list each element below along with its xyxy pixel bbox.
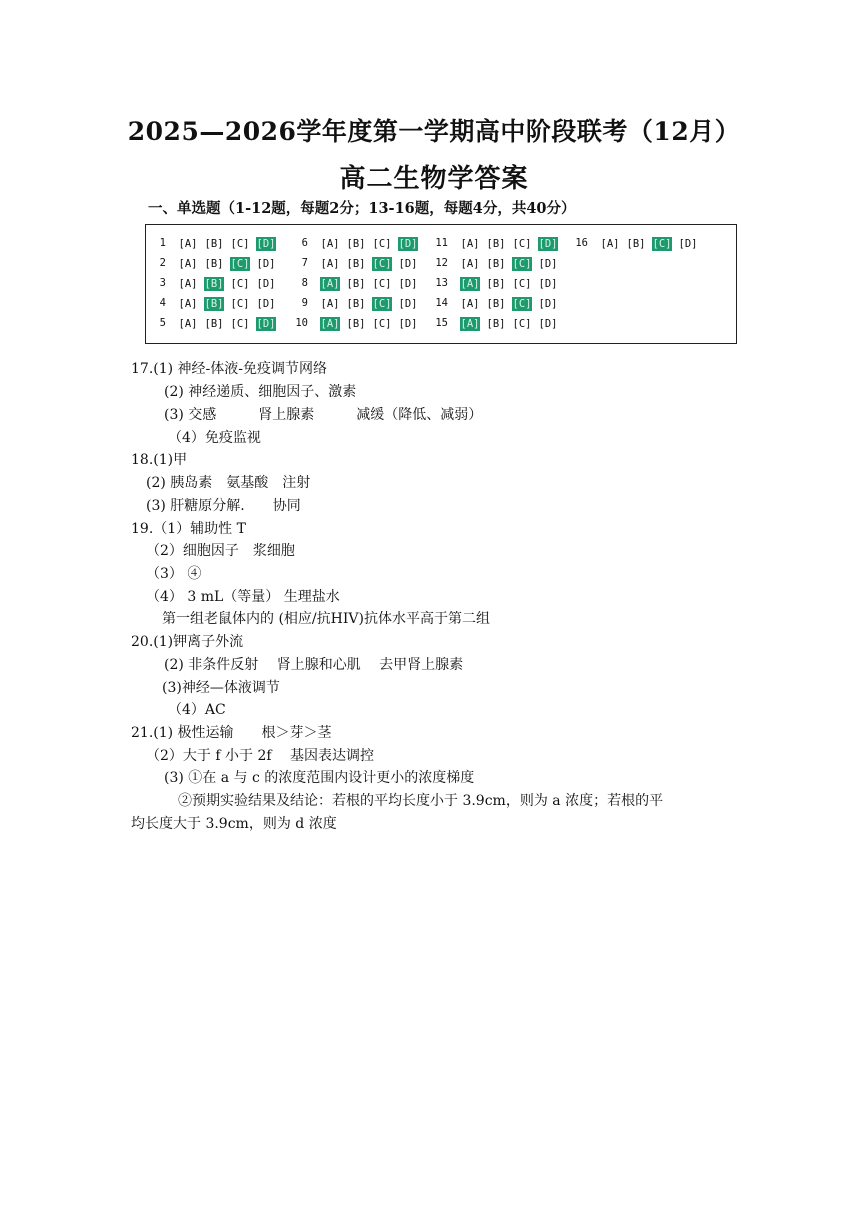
- answer-line: (2) 神经递质、细胞因子、激素: [164, 384, 357, 400]
- question-number: 10: [295, 317, 308, 329]
- answer-line: 20.(1)钾离子外流: [131, 634, 244, 650]
- question-number: 3: [159, 277, 166, 289]
- option-a: [A]: [178, 298, 198, 310]
- answer-title: 高二生物学答案: [339, 164, 529, 194]
- option-a: [A]: [178, 238, 198, 250]
- option-a-selected: [A]: [320, 278, 340, 290]
- option-d: [D]: [398, 318, 418, 330]
- answer-line: 均长度大于 3.9cm，则为 d 浓度: [131, 816, 337, 832]
- option-b: [B]: [346, 258, 366, 270]
- option-d-selected: [D]: [398, 238, 418, 250]
- answer-line: （2）细胞因子 浆细胞: [146, 543, 295, 559]
- option-b: [B]: [204, 238, 224, 250]
- answer-row: [156, 297, 296, 313]
- option-c: [C]: [512, 318, 532, 330]
- option-d: [D]: [256, 258, 276, 270]
- option-d: [D]: [538, 318, 558, 330]
- question-number: 14: [435, 297, 448, 309]
- answer-row: [156, 257, 296, 273]
- option-c: [C]: [372, 278, 392, 290]
- question-number: 12: [435, 257, 448, 269]
- option-b: [B]: [346, 298, 366, 310]
- option-d: [D]: [398, 258, 418, 270]
- option-a: [A]: [178, 258, 198, 270]
- option-b: [B]: [486, 238, 506, 250]
- option-c-selected: [C]: [372, 298, 392, 310]
- question-number: 2: [159, 257, 166, 269]
- option-c-selected: [C]: [372, 258, 392, 270]
- option-c-selected: [C]: [512, 258, 532, 270]
- answer-sheet-box: [145, 224, 737, 344]
- option-c-selected: [C]: [230, 258, 250, 270]
- option-a: [A]: [460, 298, 480, 310]
- option-b: [B]: [204, 258, 224, 270]
- option-b-selected: [B]: [204, 278, 224, 290]
- option-b: [B]: [346, 278, 366, 290]
- option-a-selected: [A]: [460, 278, 480, 290]
- option-d-selected: [D]: [538, 238, 558, 250]
- question-number: 1: [159, 237, 166, 249]
- option-d: [D]: [256, 298, 276, 310]
- question-number: 7: [301, 257, 308, 269]
- option-d: [D]: [398, 278, 418, 290]
- question-number: 5: [159, 317, 166, 329]
- option-a-selected: [A]: [320, 318, 340, 330]
- answer-row: [295, 317, 438, 333]
- option-d: [D]: [538, 298, 558, 310]
- option-d: [D]: [538, 278, 558, 290]
- option-c: [C]: [230, 278, 250, 290]
- option-c-selected: [C]: [652, 238, 672, 250]
- option-c: [C]: [512, 238, 532, 250]
- answer-row: [298, 297, 438, 313]
- exam-title: 2025—2026学年度第一学期高中阶段联考（12月）: [127, 117, 741, 146]
- question-number: 4: [159, 297, 166, 309]
- answer-row: [435, 297, 578, 313]
- answer-row: [298, 237, 438, 253]
- option-a: [A]: [600, 238, 620, 250]
- answer-row: [575, 237, 718, 253]
- answer-line: (3) ①在 a 与 c 的浓度范围内设计更小的浓度梯度: [164, 770, 475, 786]
- answer-row: [298, 257, 438, 273]
- answer-line: (2) 非条件反射 肾上腺和心肌 去甲肾上腺素: [164, 657, 464, 673]
- option-b-selected: [B]: [204, 298, 224, 310]
- option-a: [A]: [320, 238, 340, 250]
- question-number: 15: [435, 317, 448, 329]
- answer-row: [156, 237, 296, 253]
- answer-line: (3) 肝糖原分解. 协同: [146, 498, 301, 514]
- option-a: [A]: [178, 278, 198, 290]
- answer-line: 21.(1) 极性运输 根＞芽＞茎: [131, 725, 332, 741]
- option-b: [B]: [486, 258, 506, 270]
- option-c: [C]: [512, 278, 532, 290]
- answer-line: 19.（1）辅助性 T: [131, 521, 246, 537]
- answer-line: 第一组老鼠体内的 (相应/抗HIV)抗体水平高于第二组: [162, 611, 490, 627]
- question-number: 11: [435, 237, 448, 249]
- answer-row: [156, 277, 296, 293]
- option-b: [B]: [204, 318, 224, 330]
- option-d: [D]: [538, 258, 558, 270]
- option-c: [C]: [230, 238, 250, 250]
- section-heading: 一、单选题（1-12题，每题2分；13-16题，每题4分，共40分）: [148, 200, 576, 217]
- option-b: [B]: [486, 298, 506, 310]
- option-d-selected: [D]: [256, 238, 276, 250]
- option-b: [B]: [486, 278, 506, 290]
- answer-line: （3） ④: [146, 566, 202, 582]
- option-a: [A]: [460, 238, 480, 250]
- answer-line: 17.(1) 神经-体液-免疫调节网络: [131, 361, 328, 377]
- option-c: [C]: [372, 318, 392, 330]
- option-c: [C]: [230, 298, 250, 310]
- option-d: [D]: [256, 278, 276, 290]
- answer-line: (3) 交感 肾上腺素 减缓（降低、减弱）: [164, 407, 483, 423]
- option-d: [D]: [678, 238, 698, 250]
- option-a: [A]: [320, 298, 340, 310]
- answer-row: [435, 317, 578, 333]
- answer-row: [435, 277, 578, 293]
- question-number: 9: [301, 297, 308, 309]
- option-d: [D]: [398, 298, 418, 310]
- option-b: [B]: [346, 318, 366, 330]
- option-b: [B]: [626, 238, 646, 250]
- question-number: 8: [301, 277, 308, 289]
- question-number: 6: [301, 237, 308, 249]
- option-b: [B]: [486, 318, 506, 330]
- answer-row: [435, 257, 578, 273]
- option-d-selected: [D]: [256, 318, 276, 330]
- answer-row: [435, 237, 578, 253]
- answer-row: [156, 317, 296, 333]
- option-c-selected: [C]: [512, 298, 532, 310]
- option-a: [A]: [320, 258, 340, 270]
- option-a: [A]: [178, 318, 198, 330]
- option-a: [A]: [460, 258, 480, 270]
- answer-line: (2) 胰岛素 氨基酸 注射: [146, 475, 311, 491]
- answer-line: （4）免疫监视: [168, 430, 261, 446]
- answer-row: [298, 277, 438, 293]
- answer-line: ②预期实验结果及结论：若根的平均长度小于 3.9cm，则为 a 浓度；若根的平: [178, 793, 664, 809]
- answer-line: （2）大于 f 小于 2f 基因表达调控: [146, 748, 374, 764]
- option-c: [C]: [372, 238, 392, 250]
- option-a-selected: [A]: [460, 318, 480, 330]
- option-c: [C]: [230, 318, 250, 330]
- question-number: 13: [435, 277, 448, 289]
- option-b: [B]: [346, 238, 366, 250]
- answer-line: （4）AC: [168, 702, 226, 718]
- answer-line: (3)神经—体液调节: [162, 680, 280, 696]
- answer-line: （4） 3 mL（等量） 生理盐水: [146, 589, 340, 605]
- answer-line: 18.(1)甲: [131, 452, 188, 468]
- question-number: 16: [575, 237, 588, 249]
